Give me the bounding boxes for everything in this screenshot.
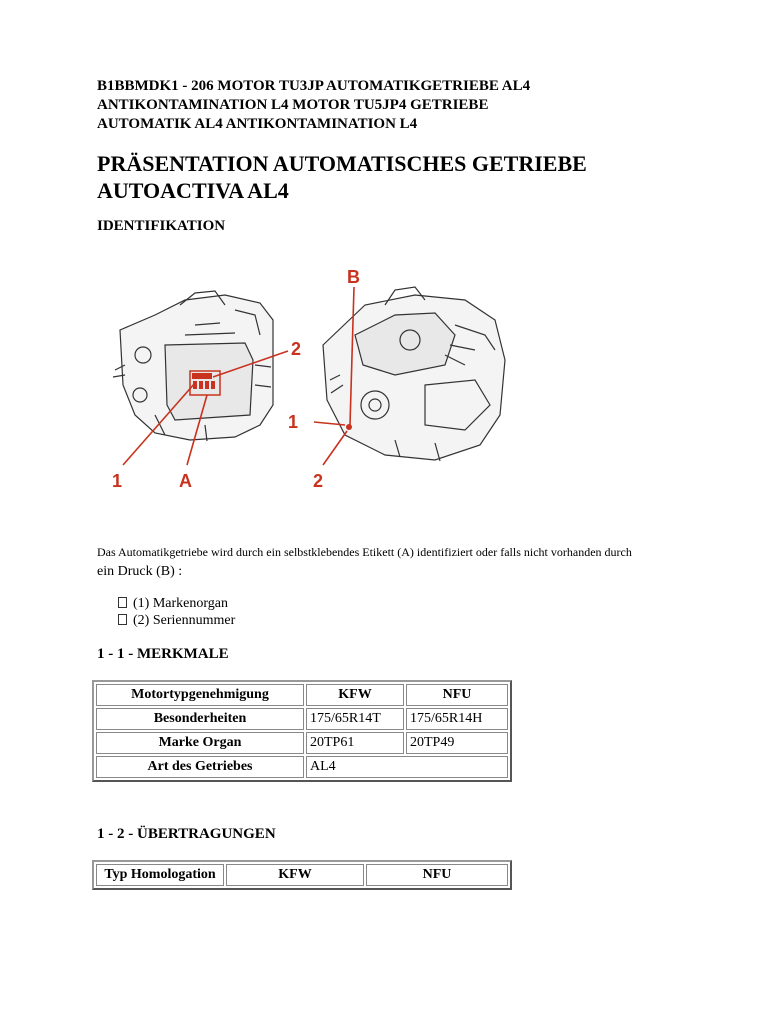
gearbox-left-drawing bbox=[113, 291, 273, 441]
section-title-uebertragungen: 1 - 2 - ÜBERTRAGUNGEN bbox=[97, 826, 276, 842]
callout-left-1: 1 bbox=[112, 471, 123, 491]
callout-right-2: 2 bbox=[313, 471, 324, 491]
paragraph-line-1: Das Automatikgetriebe wird durch ein selbstklebendes Etikett (A) identifiziert oder falls nicht vorhanden durch bbox=[97, 545, 632, 559]
table-row-label: Marke Organ bbox=[96, 732, 304, 754]
bullet-icon bbox=[118, 597, 127, 608]
heading-line: AUTOMATIK AL4 ANTIKONTAMINATION L4 bbox=[97, 116, 418, 132]
section-title-merkmale: 1 - 1 - MERKMALE bbox=[97, 646, 229, 662]
document-heading bbox=[97, 77, 717, 134]
table-row bbox=[96, 708, 508, 730]
merkmale-table bbox=[92, 680, 512, 782]
list-item-text: (2) Seriennummer bbox=[133, 613, 236, 628]
title-line: AUTOACTIVA AL4 bbox=[97, 178, 289, 203]
title-line: PRÄSENTATION AUTOMATISCHES GETRIEBE bbox=[97, 151, 587, 176]
identification-paragraph bbox=[97, 543, 717, 581]
paragraph-line-2: ein Druck (B) : bbox=[97, 564, 183, 579]
list-item bbox=[118, 595, 235, 612]
list-item bbox=[118, 612, 235, 629]
callout-right-B: B bbox=[347, 267, 360, 287]
list-item-text: (1) Markenorgan bbox=[133, 596, 228, 611]
print-marker bbox=[346, 424, 352, 430]
section-title-identifikation: IDENTIFIKATION bbox=[97, 218, 226, 234]
table-cell: 175/65R14T bbox=[306, 708, 404, 730]
table-header-cell: NFU bbox=[406, 684, 508, 706]
uebertragungen-table bbox=[92, 860, 512, 890]
gearbox-illustration bbox=[95, 265, 525, 505]
table-cell: 20TP61 bbox=[306, 732, 404, 754]
bullet-icon bbox=[118, 614, 127, 625]
table-header-cell: NFU bbox=[366, 864, 508, 886]
table-header-row bbox=[96, 684, 508, 706]
table-cell: AL4 bbox=[306, 756, 508, 778]
table-row bbox=[96, 732, 508, 754]
callout-right-1: 1 bbox=[288, 412, 299, 432]
gearbox-right-drawing bbox=[323, 287, 505, 461]
table-row bbox=[96, 756, 508, 778]
table-header-row bbox=[96, 864, 508, 886]
table-cell: 20TP49 bbox=[406, 732, 508, 754]
table-header-cell: Motortypgenehmigung bbox=[96, 684, 304, 706]
table-header-cell: KFW bbox=[226, 864, 364, 886]
table-header-cell: Typ Homologation bbox=[96, 864, 224, 886]
table-row-label: Art des Getriebes bbox=[96, 756, 304, 778]
heading-line: ANTIKONTAMINATION L4 MOTOR TU5JP4 GETRIEBE bbox=[97, 97, 489, 113]
page-title bbox=[97, 150, 717, 204]
identification-list bbox=[118, 595, 235, 629]
table-header-cell: KFW bbox=[306, 684, 404, 706]
callout-left-A: A bbox=[179, 471, 192, 491]
table-row-label: Besonderheiten bbox=[96, 708, 304, 730]
heading-line: B1BBMDK1 - 206 MOTOR TU3JP AUTOMATIKGETRIEBE AL4 bbox=[97, 78, 531, 94]
callout-left-2: 2 bbox=[291, 339, 302, 359]
table-cell: 175/65R14H bbox=[406, 708, 508, 730]
